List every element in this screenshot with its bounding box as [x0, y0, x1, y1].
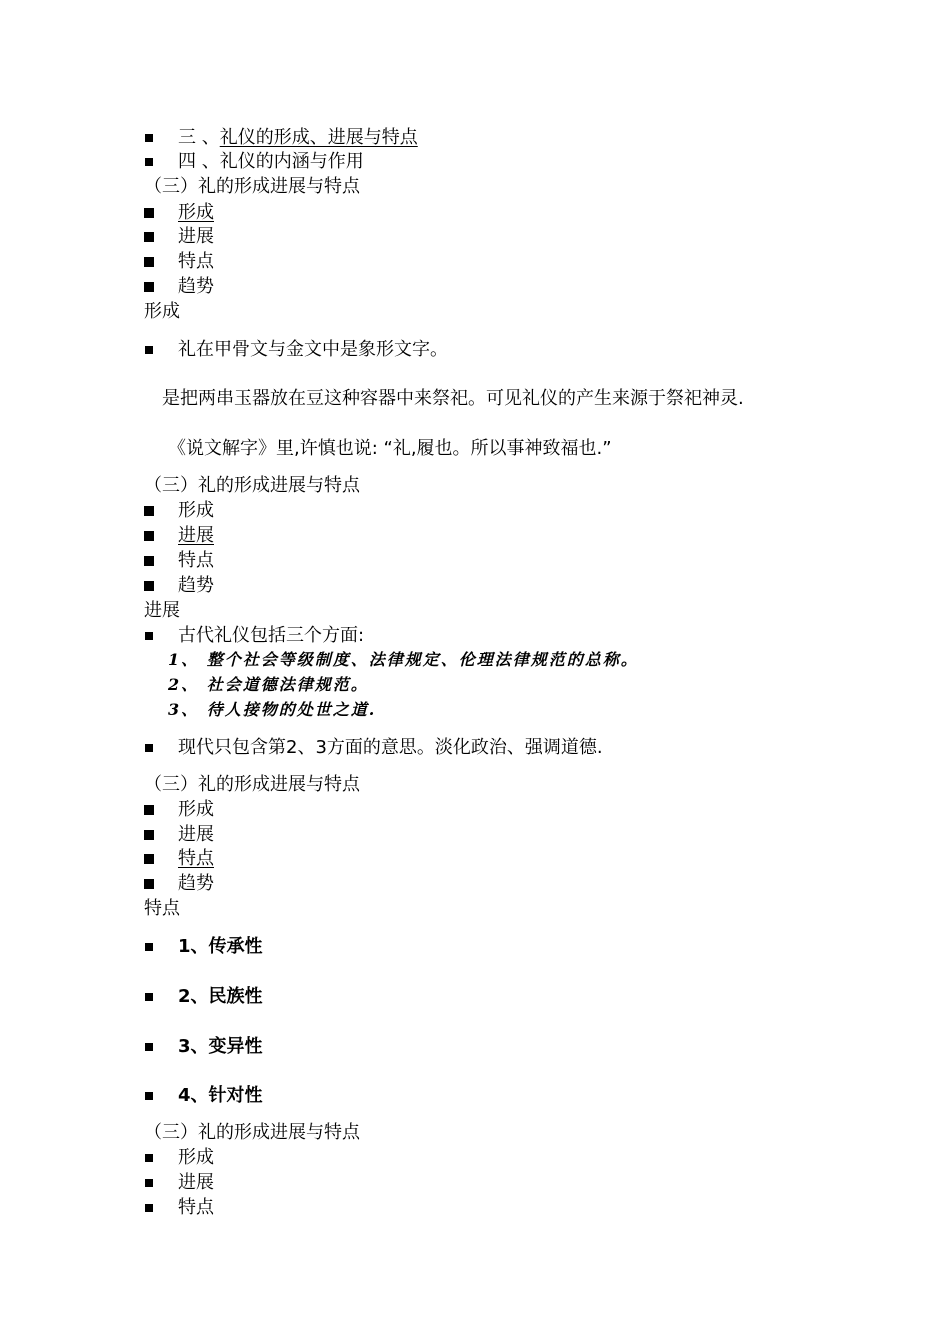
feature-item: 1、传承性: [178, 936, 263, 957]
feature-item: 2、民族性: [178, 986, 263, 1007]
item-features: 特点: [178, 550, 214, 571]
item-development: 进展: [178, 226, 214, 247]
numbered-item: 2、 社会道德法律规范。: [168, 675, 369, 694]
bullet-icon: [144, 1084, 156, 1108]
bullet-icon: [144, 1035, 156, 1059]
paragraph: 《说文解字》里,许慎也说: “礼,履也。所以事神致福也.”: [168, 438, 612, 459]
bullet-icon: [144, 338, 156, 362]
numbered-item: 1、 整个社会等级制度、法律规定、伦理法律规范的总称。: [168, 650, 639, 669]
bullet-icon: [144, 126, 156, 150]
bullet-icon: [144, 275, 156, 299]
item-trend: 趋势: [178, 276, 214, 297]
bullet-icon: [144, 549, 156, 573]
item-development: 进展: [178, 1172, 214, 1193]
bullet-icon: [144, 847, 156, 871]
subheading: 形成: [144, 301, 180, 322]
bullet-icon: [144, 736, 156, 760]
section-heading: （三）礼的形成进展与特点: [144, 1122, 360, 1143]
paragraph: 是把两串玉器放在豆这种容器中来祭祀。可见礼仪的产生来源于祭祀神灵.: [162, 388, 744, 409]
item-formation[interactable]: 形成: [178, 202, 214, 223]
bullet-icon: [144, 574, 156, 598]
subheading: 特点: [144, 898, 180, 919]
section-heading: （三）礼的形成进展与特点: [144, 176, 360, 197]
subheading: 进展: [144, 600, 180, 621]
bullet-icon: [144, 872, 156, 896]
item-formation: 形成: [178, 1147, 214, 1168]
item-trend: 趋势: [178, 575, 214, 596]
bullet-icon: [144, 1196, 156, 1220]
bullet-icon: [144, 985, 156, 1009]
item-formation: 形成: [178, 799, 214, 820]
bullet-icon: [144, 250, 156, 274]
bullet-icon: [144, 823, 156, 847]
bullet-icon: [144, 201, 156, 225]
bullet-icon: [144, 524, 156, 548]
toc-link[interactable]: 礼仪的形成、进展与特点: [219, 127, 418, 148]
item-development[interactable]: 进展: [178, 525, 214, 546]
item-formation: 形成: [178, 500, 214, 521]
bullet-icon: [144, 624, 156, 648]
feature-item: 4、针对性: [178, 1085, 263, 1106]
point: 现代只包含第2、3方面的意思。淡化政治、强调道德.: [178, 737, 603, 758]
item-trend: 趋势: [178, 873, 214, 894]
point: 古代礼仪包括三个方面:: [178, 625, 365, 646]
item-features[interactable]: 特点: [178, 848, 214, 869]
bullet-icon: [144, 798, 156, 822]
section-heading: （三）礼的形成进展与特点: [144, 475, 360, 496]
point: 礼在甲骨文与金文中是象形文字。: [178, 339, 448, 360]
toc-item-4[interactable]: 四 、礼仪的内涵与作用: [178, 151, 364, 172]
numbered-item: 3、 待人接物的处世之道.: [168, 700, 377, 719]
bullet-icon: [144, 1171, 156, 1195]
section-heading: （三）礼的形成进展与特点: [144, 774, 360, 795]
item-features: 特点: [178, 1197, 214, 1218]
bullet-icon: [144, 225, 156, 249]
bullet-icon: [144, 499, 156, 523]
feature-item: 3、变异性: [178, 1036, 263, 1057]
item-features: 特点: [178, 251, 214, 272]
bullet-icon: [144, 150, 156, 174]
bullet-icon: [144, 1146, 156, 1170]
item-development: 进展: [178, 824, 214, 845]
toc-item-3[interactable]: 三 、礼仪的形成、进展与特点: [178, 127, 418, 148]
bullet-icon: [144, 935, 156, 959]
